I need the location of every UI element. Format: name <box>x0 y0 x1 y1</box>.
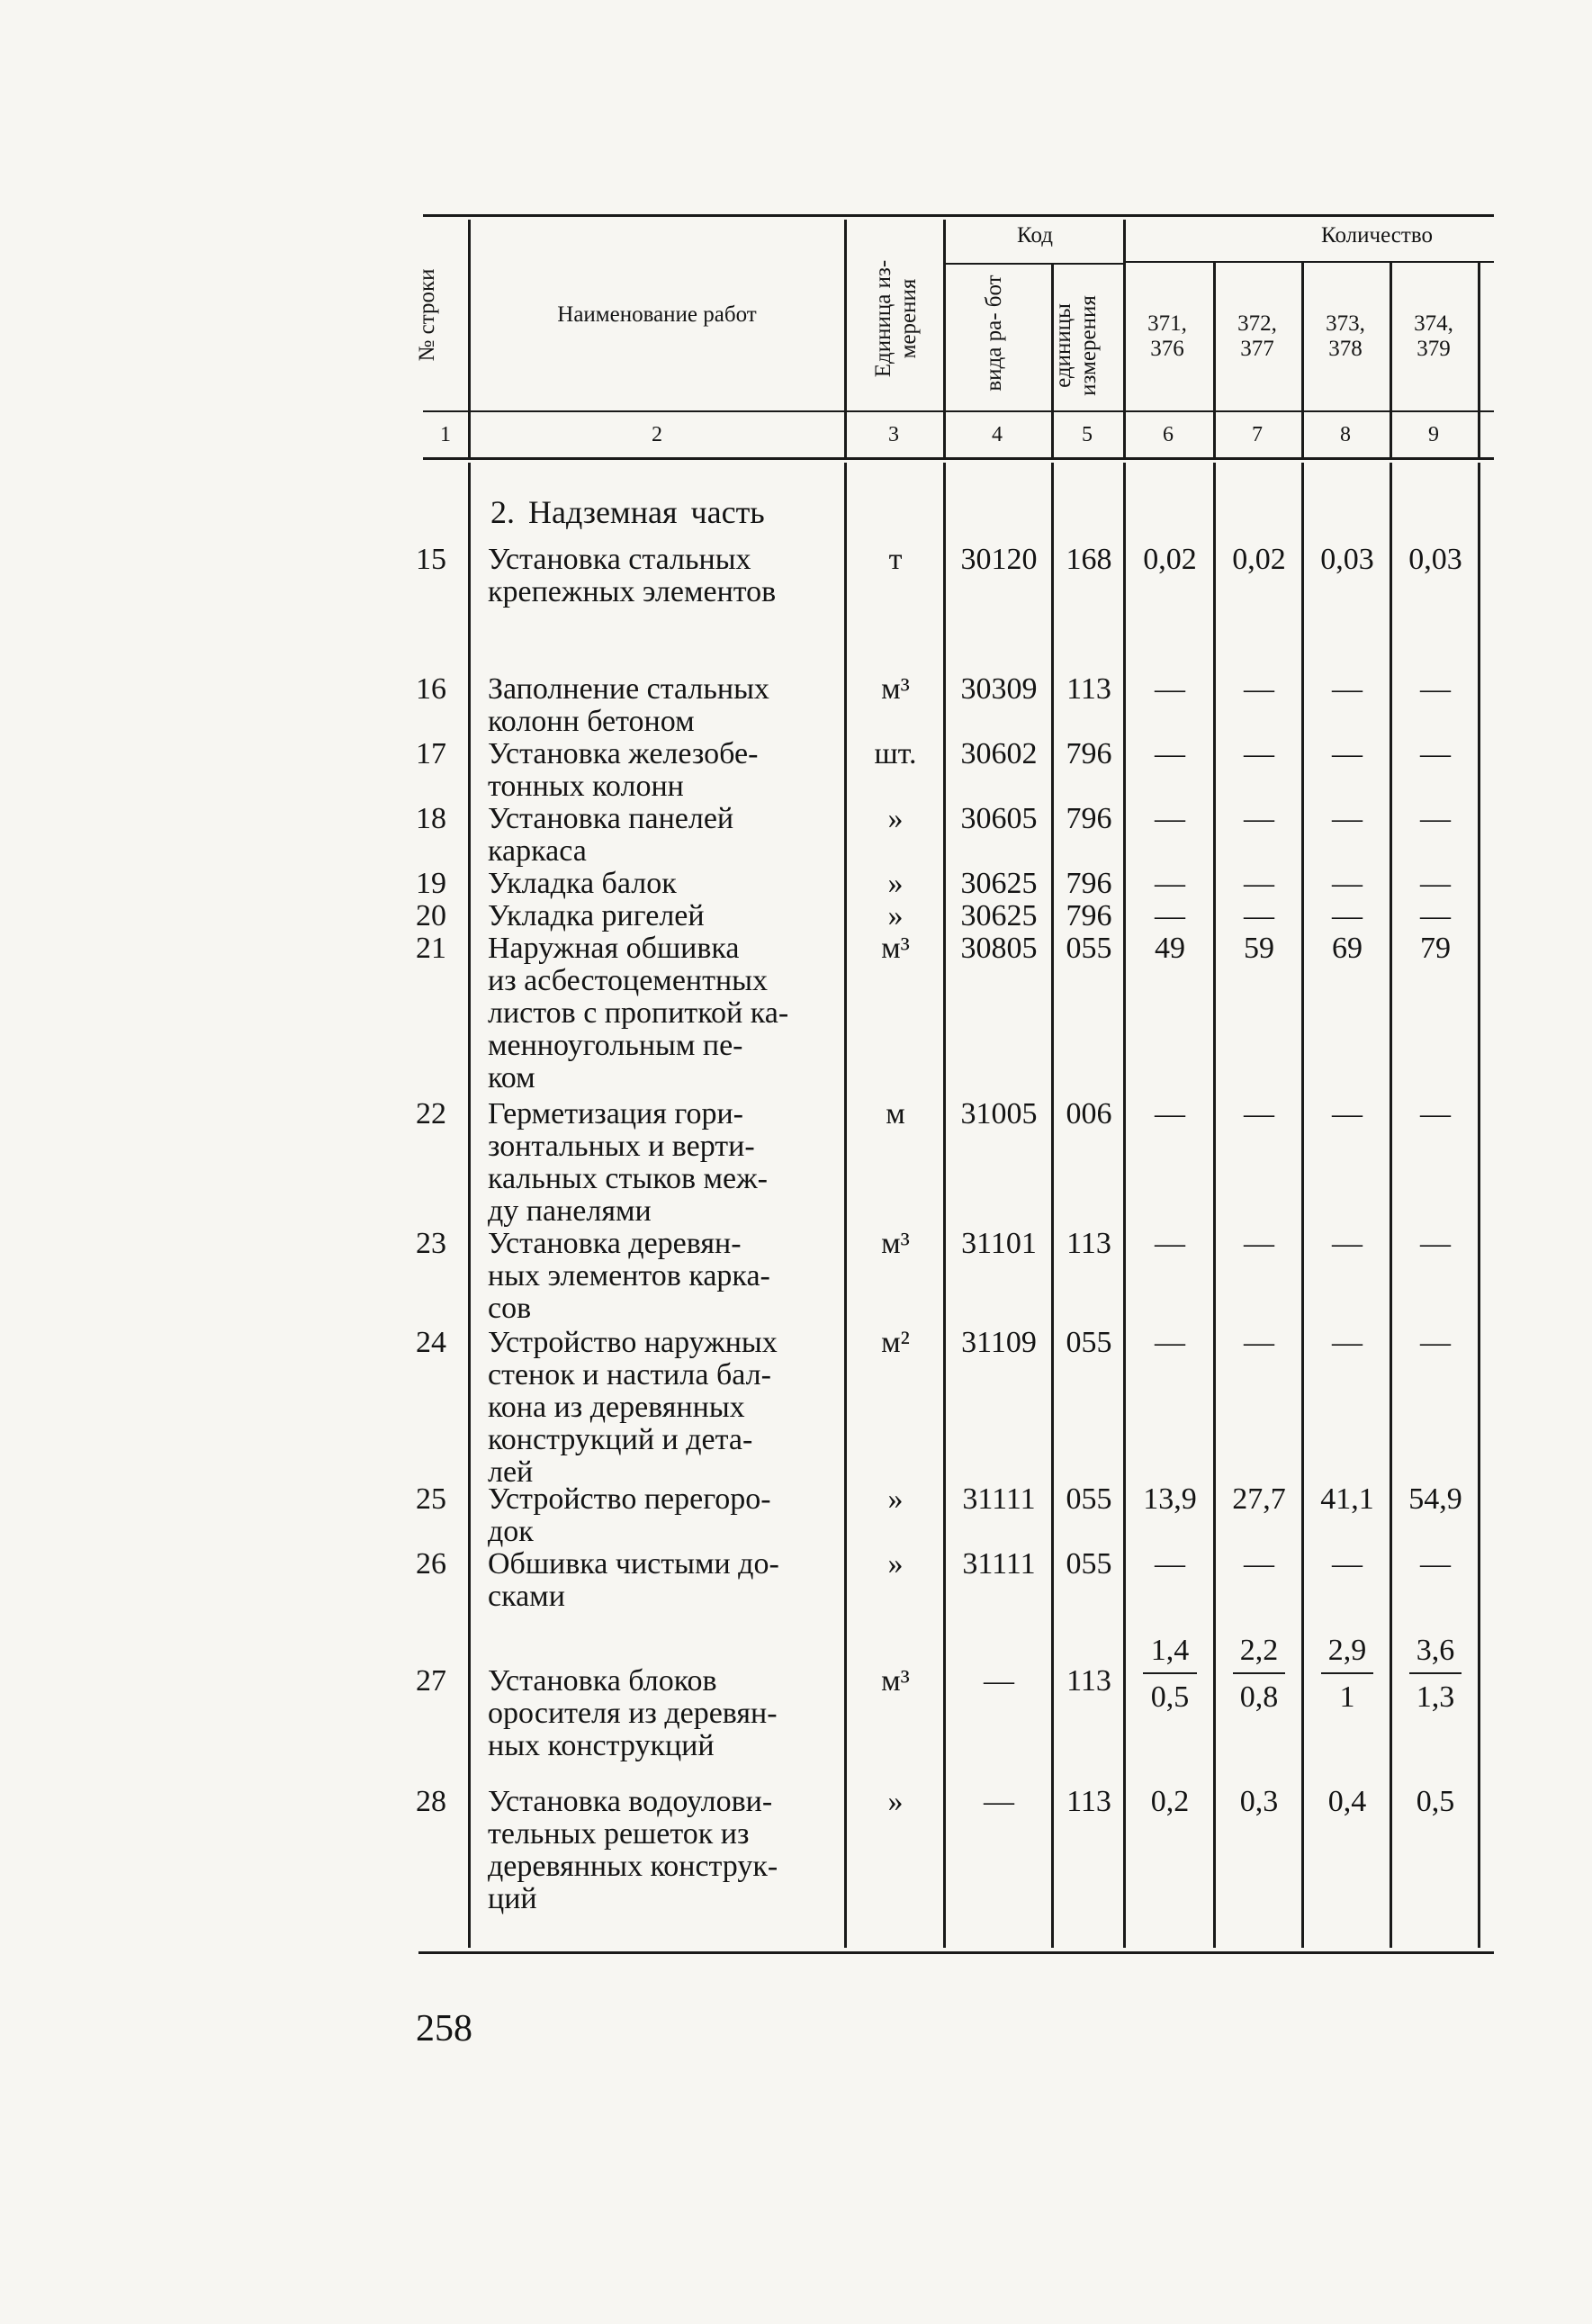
work-code-cell: 31111 <box>962 1547 1036 1581</box>
column-number: 9 <box>1428 423 1439 446</box>
quantity-cell: — <box>1155 737 1185 770</box>
quantity-cell: — <box>1420 1547 1451 1581</box>
work-code-cell: 30605 <box>960 802 1038 835</box>
unit-code-cell: 055 <box>1066 932 1112 965</box>
unit-cell: м³ <box>881 1227 910 1260</box>
work-name-line: сками <box>488 1580 565 1613</box>
work-name-line: колонн бетоном <box>488 705 695 738</box>
column-number: 3 <box>888 423 899 446</box>
work-name <box>488 738 828 803</box>
unit-cell: » <box>887 802 904 835</box>
work-name-line: ных элементов карка- <box>488 1259 770 1293</box>
work-code-cell: 30805 <box>960 932 1038 965</box>
row-number: 25 <box>416 1482 446 1516</box>
quantity-cell: — <box>1420 802 1451 835</box>
work-name-line: деревянных конструк- <box>488 1850 778 1883</box>
quantity-cell: — <box>1244 802 1274 835</box>
row-number: 28 <box>416 1785 446 1818</box>
col-divider <box>468 220 471 457</box>
header-bottom-rule <box>423 410 1494 412</box>
header-quantity-1: 371, 376 <box>1147 311 1187 361</box>
fraction-bar <box>1233 1672 1285 1674</box>
quantity-fraction <box>1406 1635 1465 1714</box>
unit-cell: м² <box>881 1326 910 1359</box>
row-number: 23 <box>416 1227 446 1260</box>
column-number: 1 <box>440 423 451 446</box>
work-name-line: Герметизация гори- <box>488 1097 743 1130</box>
work-name-line: Укладка балок <box>488 867 677 900</box>
quantity-cell: 49 <box>1155 932 1185 965</box>
header-work-name: Наименование работ <box>557 302 757 327</box>
work-name-line: тонных колонн <box>488 770 684 803</box>
work-name <box>488 1327 828 1489</box>
work-code-cell: 31109 <box>961 1326 1037 1359</box>
col-divider <box>1123 220 1126 457</box>
quantity-cell: — <box>1244 737 1274 770</box>
quantity-cell: 0,02 <box>1232 543 1286 576</box>
work-code-cell: 30120 <box>960 543 1038 576</box>
work-name-line: ных конструкций <box>488 1729 715 1762</box>
unit-code-cell: 796 <box>1066 899 1112 932</box>
table-top-rule <box>423 214 1494 217</box>
quantity-cell: — <box>1332 1547 1363 1581</box>
quantity-cell: 54,9 <box>1408 1482 1462 1516</box>
work-name <box>488 1098 828 1228</box>
quantity-cell: — <box>1420 867 1451 900</box>
work-name-line: менноугольным пе- <box>488 1029 743 1062</box>
unit-cell: » <box>887 867 904 900</box>
work-name <box>488 1786 828 1915</box>
work-name-line: конструкций и дета- <box>488 1423 753 1456</box>
work-code-cell: 30309 <box>960 672 1038 706</box>
quantity-cell: 0,3 <box>1239 1785 1279 1818</box>
work-name-line: Установка стальных <box>488 543 751 576</box>
quantity-cell: — <box>1244 1547 1274 1581</box>
unit-cell: » <box>887 1785 904 1818</box>
work-name-line: кона из деревянных <box>488 1391 745 1424</box>
work-name-line: док <box>488 1515 534 1548</box>
page-number: 258 <box>416 2008 472 2049</box>
header-row-number: № строки <box>415 268 439 362</box>
work-code-cell: 31101 <box>961 1227 1037 1260</box>
work-name-line: кальных стыков меж- <box>488 1162 768 1195</box>
fraction-numerator: 1,4 <box>1150 1634 1190 1667</box>
quantity-cell: — <box>1155 802 1185 835</box>
unit-cell: » <box>887 1547 904 1581</box>
quantity-cell: — <box>1332 867 1363 900</box>
fraction-bar <box>1321 1672 1373 1674</box>
work-code-cell: 31005 <box>960 1097 1038 1130</box>
work-name-line: Установка деревян- <box>488 1227 742 1260</box>
unit-code-cell: 168 <box>1066 543 1112 576</box>
work-name-line: Установка блоков <box>488 1664 717 1698</box>
work-name-line: Заполнение стальных <box>488 672 769 706</box>
work-name-line: Наружная обшивка <box>488 932 740 965</box>
quantity-cell: 0,4 <box>1327 1785 1367 1818</box>
work-name-line: оросителя из деревян- <box>488 1697 778 1730</box>
quantity-cell: 79 <box>1420 932 1451 965</box>
quantity-cell: — <box>1155 1097 1185 1130</box>
unit-code-cell: 796 <box>1066 867 1112 900</box>
quantity-cell: — <box>1332 899 1363 932</box>
header-code-work: вида ра- бот <box>982 275 1006 392</box>
work-name-line: ду панелями <box>488 1194 652 1228</box>
quantity-cell: — <box>1244 1097 1274 1130</box>
work-name-line: Установка панелей <box>488 802 734 835</box>
unit-cell: м³ <box>881 1664 910 1698</box>
column-number: 6 <box>1163 423 1174 446</box>
column-number: 8 <box>1340 423 1351 446</box>
quantity-cell: — <box>1420 899 1451 932</box>
row-number: 26 <box>416 1547 446 1581</box>
work-code-cell: 30625 <box>960 867 1038 900</box>
quantity-cell: — <box>1155 899 1185 932</box>
quantity-cell: 69 <box>1332 932 1363 965</box>
fraction-numerator: 2,9 <box>1327 1634 1367 1667</box>
col-divider <box>943 220 946 457</box>
work-name <box>488 932 828 1094</box>
column-number: 5 <box>1082 423 1093 446</box>
work-name <box>488 868 828 900</box>
unit-code-cell: 796 <box>1066 737 1112 770</box>
header-unit: Единица из- мерения <box>871 259 921 378</box>
quantity-cell: — <box>1155 672 1185 706</box>
quantity-cell: — <box>1244 867 1274 900</box>
quantity-cell: — <box>1332 1097 1363 1130</box>
work-code-cell: 30602 <box>960 737 1038 770</box>
header-code-group: Код <box>1017 223 1053 248</box>
quantity-fraction <box>1318 1635 1377 1714</box>
work-name-line: Установка железобе- <box>488 737 759 770</box>
quantity-cell: — <box>1155 1547 1185 1581</box>
quantity-fraction <box>1139 1635 1201 1714</box>
work-name-line: Устройство наружных <box>488 1326 778 1359</box>
quantity-cell: — <box>1332 1326 1363 1359</box>
header-quantity-2: 372, 377 <box>1237 311 1277 361</box>
quantity-cell: — <box>1332 672 1363 706</box>
unit-cell: м³ <box>881 672 910 706</box>
row-number: 19 <box>416 867 446 900</box>
unit-cell: т <box>888 543 903 576</box>
header-code-unit: единицы измерения <box>1051 295 1101 396</box>
row-number: 27 <box>416 1664 446 1698</box>
fraction-bar <box>1143 1672 1197 1674</box>
fraction-denominator: 0,5 <box>1150 1680 1190 1714</box>
unit-code-cell: 113 <box>1066 672 1111 706</box>
row-number: 24 <box>416 1326 446 1359</box>
row-number: 22 <box>416 1097 446 1130</box>
quantity-group-rule <box>1123 261 1494 263</box>
work-name-line: Установка водоулови- <box>488 1785 773 1818</box>
work-name <box>488 803 828 868</box>
quantity-cell: — <box>1244 1227 1274 1260</box>
quantity-cell: — <box>1244 672 1274 706</box>
quantity-cell: 0,02 <box>1143 543 1197 576</box>
quantity-cell: 41,1 <box>1320 1482 1374 1516</box>
work-name-line: Укладка ригелей <box>488 899 705 932</box>
col-divider <box>1213 263 1216 457</box>
code-group-rule <box>943 263 1123 265</box>
unit-code-cell: 006 <box>1066 1097 1112 1130</box>
quantity-cell: 27,7 <box>1232 1482 1286 1516</box>
row-number: 17 <box>416 737 446 770</box>
unit-code-cell: 055 <box>1066 1482 1112 1516</box>
header-quantity-group: Количество <box>1321 223 1433 248</box>
quantity-cell: 0,03 <box>1320 543 1374 576</box>
col-divider <box>1390 263 1392 457</box>
work-name-line: ком <box>488 1061 535 1094</box>
column-number: 4 <box>992 423 1003 446</box>
work-name <box>488 900 828 932</box>
quantity-cell: — <box>1155 1227 1185 1260</box>
quantity-cell: 0,2 <box>1150 1785 1190 1818</box>
work-name-line: ций <box>488 1882 537 1915</box>
fraction-bar <box>1409 1672 1462 1674</box>
quantity-cell: — <box>1244 1326 1274 1359</box>
work-name-line: зонтальных и верти- <box>488 1130 755 1163</box>
row-number: 16 <box>416 672 446 706</box>
quantity-cell: 13,9 <box>1143 1482 1197 1516</box>
unit-code-cell: 055 <box>1066 1547 1112 1581</box>
quantity-cell: — <box>1420 1227 1451 1260</box>
work-name-line: каркаса <box>488 834 587 868</box>
quantity-cell: — <box>1244 899 1274 932</box>
work-name <box>488 1483 828 1548</box>
work-code-cell: — <box>984 1785 1014 1818</box>
quantity-cell: — <box>1420 1326 1451 1359</box>
unit-code-cell: 113 <box>1066 1785 1111 1818</box>
work-name <box>488 1228 828 1325</box>
quantity-cell: — <box>1155 1326 1185 1359</box>
quantity-cell: — <box>1155 867 1185 900</box>
header-quantity-3: 373, 378 <box>1326 311 1365 361</box>
column-number: 7 <box>1252 423 1263 446</box>
unit-cell: » <box>887 899 904 932</box>
unit-code-cell: 113 <box>1066 1664 1111 1698</box>
unit-cell: шт. <box>874 737 917 770</box>
work-name-line: Устройство перегоро- <box>488 1482 771 1516</box>
quantity-cell: — <box>1332 802 1363 835</box>
quantity-fraction <box>1229 1635 1289 1714</box>
quantity-cell: — <box>1420 672 1451 706</box>
work-name <box>488 1665 828 1762</box>
quantity-cell: — <box>1420 737 1451 770</box>
col-divider <box>1478 263 1480 457</box>
row-number: 15 <box>416 543 446 576</box>
work-code-cell: — <box>984 1664 1014 1698</box>
row-number: 21 <box>416 932 446 965</box>
work-name <box>488 673 828 738</box>
row-number: 20 <box>416 899 446 932</box>
work-code-cell: 30625 <box>960 899 1038 932</box>
work-name-line: тельных решеток из <box>488 1817 750 1851</box>
quantity-cell: — <box>1332 737 1363 770</box>
fraction-denominator: 1,3 <box>1416 1680 1455 1714</box>
work-name-line: лей <box>488 1455 534 1489</box>
unit-cell: м³ <box>881 932 910 965</box>
unit-code-cell: 055 <box>1066 1326 1112 1359</box>
quantity-cell: 0,03 <box>1408 543 1462 576</box>
col-divider <box>1301 263 1304 457</box>
work-name <box>488 544 828 608</box>
fraction-denominator: 0,8 <box>1239 1680 1279 1714</box>
work-name-line: из асбестоцементных <box>488 964 768 997</box>
fraction-numerator: 2,2 <box>1239 1634 1279 1667</box>
column-numbers-rule <box>423 457 1494 460</box>
table-bottom-rule <box>418 1951 1494 1954</box>
quantity-cell: 0,5 <box>1416 1785 1455 1818</box>
column-number: 2 <box>652 423 662 446</box>
work-name <box>488 1548 828 1613</box>
work-name-line: крепежных элементов <box>488 575 777 608</box>
work-name-line: листов с пропиткой ка- <box>488 996 789 1030</box>
work-name-line: сов <box>488 1292 532 1325</box>
quantity-cell: — <box>1420 1097 1451 1130</box>
work-code-cell: 31111 <box>962 1482 1036 1516</box>
work-name-line: стенок и настила бал- <box>488 1358 771 1392</box>
unit-cell: м <box>886 1097 905 1130</box>
unit-cell: » <box>887 1482 904 1516</box>
section-title: 2. Надземная часть <box>490 494 765 530</box>
fraction-denominator: 1 <box>1339 1680 1355 1714</box>
col-divider <box>844 220 847 457</box>
work-name-line: Обшивка чистыми до- <box>488 1547 779 1581</box>
fraction-numerator: 3,6 <box>1416 1634 1455 1667</box>
unit-code-cell: 113 <box>1066 1227 1111 1260</box>
header-quantity-4: 374, 379 <box>1414 311 1453 361</box>
unit-code-cell: 796 <box>1066 802 1112 835</box>
quantity-cell: — <box>1332 1227 1363 1260</box>
quantity-cell: 59 <box>1244 932 1274 965</box>
row-number: 18 <box>416 802 446 835</box>
